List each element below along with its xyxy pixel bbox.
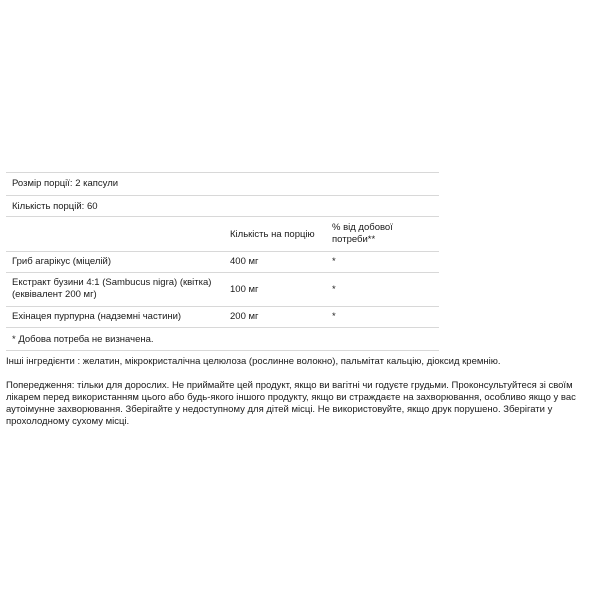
ingredient-name: Ехінацея пурпурна (надземні частини) [12,311,182,322]
table-row [6,307,439,328]
ingredient-name: Гриб агарікус (міцелій) [12,256,112,267]
daily-value-header: % від добової потреби** [332,222,393,245]
ingredient-amount: 200 мг [230,311,259,322]
ingredient-amount: 100 мг [230,284,259,295]
serving-size: Розмір порції: 2 капсули [12,178,119,189]
table-row [6,252,439,273]
ingredient-dv: * [332,256,336,267]
serving-size-row [6,172,439,196]
ingredient-amount: 400 мг [230,256,259,267]
other-ingredients: Інші інгредієнти : желатин, мікрокристалічна целюлоза (рослинне волокно), пальмітат кальцію, діоксид кремнію. [6,356,501,367]
ingredient-dv: * [332,311,336,322]
ingredient-dv: * [332,284,336,295]
servings-count: Кількість порцій: 60 [12,201,98,212]
footnote-row [6,328,439,351]
amount-per-serving-header: Кількість на порцію [230,229,315,240]
table-header-row [6,217,439,252]
supplement-facts-table [6,172,439,351]
warning-text: Попередження: тільки для дорослих. Не приймайте цей продукт, якщо ви вагітні чи годуєте грудьми. Проконсультуйтеся зі своїм лікарем перед використанням цього або будь-якого іншого продукту, якщо ви страждаєте на захворювання, особливо якщо у вас аутоімунне захворювання. Зберігайте у недоступному для дітей місці. Не використовуйте, якщо друк порушено. Зберігати у прохолодному сухому місці. [6,380,576,427]
daily-value-footnote: * Добова потреба не визначена. [12,334,154,345]
table-row [6,273,439,307]
servings-count-row [6,196,439,217]
ingredient-name: Екстракт бузини 4:1 (Sambucus nigra) (квітка) (еквівалент 200 мг) [12,277,212,300]
